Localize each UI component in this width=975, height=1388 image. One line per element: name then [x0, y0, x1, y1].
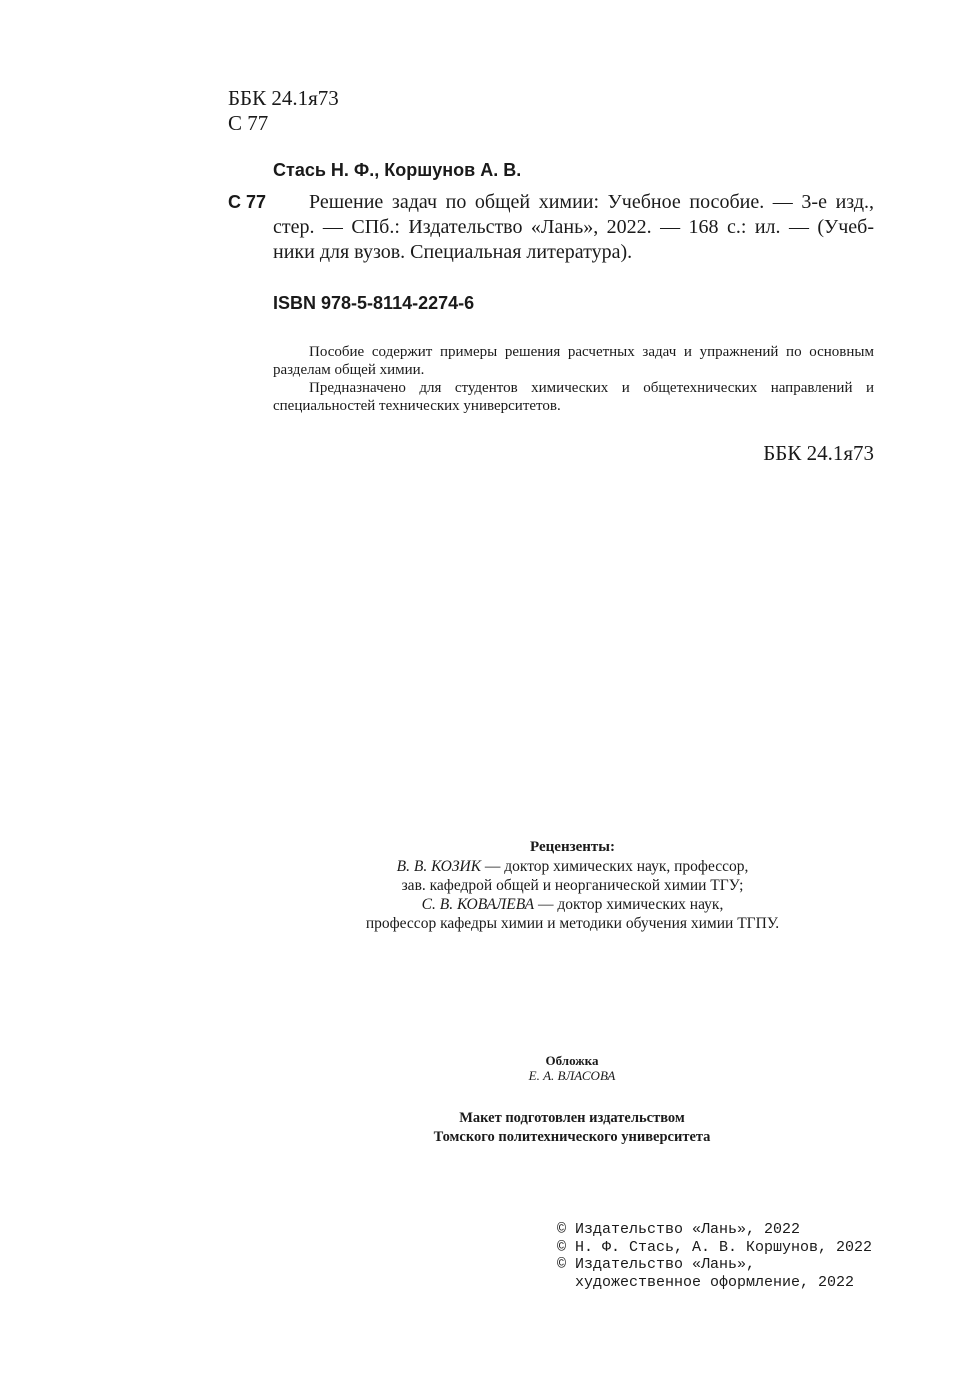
reviewer-2-name: С. В. КОВАЛЕВА	[421, 896, 535, 913]
abstract-line: специальностей технических университетов.	[273, 398, 561, 414]
reviewers-heading: Рецензенты:	[530, 839, 615, 855]
abstract	[273, 343, 874, 415]
bibliographic-entry	[273, 190, 874, 265]
copyright-block	[557, 1221, 872, 1291]
copyright-line: художественное оформление, 2022	[557, 1273, 855, 1291]
biblio-line: стер. — СПб.: Издательство «Лань», 2022. — 168 с.: ил. — (Учеб-	[273, 216, 874, 238]
layout-note	[372, 1109, 772, 1147]
reviewer-1-name: В. В. КОЗИК	[396, 858, 481, 875]
layout-line: Макет подготовлен издательством	[459, 1110, 685, 1126]
copyright-line: © Издательство «Лань», 2022	[557, 1221, 801, 1238]
abstract-line: разделам общей химии.	[273, 362, 425, 378]
reviewer-2	[300, 895, 845, 914]
abstract-line: Предназначено для студентов химических и общетехнических направлений и	[309, 380, 874, 396]
cover-heading: Обложка	[545, 1053, 599, 1068]
author-mark: С 77	[228, 111, 269, 135]
copyright-line: © Издательство «Лань»,	[557, 1256, 756, 1273]
authors: Стась Н. Ф., Коршунов А. В.	[273, 160, 522, 180]
copyright-line: © Н. Ф. Стась, А. В. Коршунов, 2022	[557, 1238, 873, 1256]
biblio-line: Решение задач по общей химии: Учебное пособие. — 3-е изд.,	[309, 191, 874, 213]
abstract-line: Пособие содержит примеры решения расчетных задач и упражнений по основным	[309, 344, 874, 360]
bbk-index-right: ББК 24.1я73	[763, 441, 874, 465]
reviewer-1-title: — доктор химических наук, профессор,	[481, 858, 749, 875]
reviewer-2-title: — доктор химических наук,	[534, 896, 724, 913]
cover-designer: Е. А. ВЛАСОВА	[528, 1068, 616, 1083]
layout-line: Томского политехнического университета	[433, 1129, 711, 1145]
bbk-index: ББК 24.1я73	[228, 86, 339, 110]
reviewers	[300, 838, 845, 933]
reviewer-2-affiliation: профессор кафедры химии и методики обучения химии ТГПУ.	[365, 915, 780, 932]
reviewer-1	[300, 857, 845, 876]
cover-credit	[472, 1053, 672, 1083]
biblio-line: ники для вузов. Специальная литература).	[273, 241, 633, 263]
reviewer-1-affiliation: зав. кафедрой общей и неорганической химии ТГУ;	[401, 877, 744, 894]
author-code: С 77	[228, 192, 267, 212]
bbk-block-top	[228, 86, 339, 136]
isbn: ISBN 978-5-8114-2274-6	[273, 293, 475, 313]
